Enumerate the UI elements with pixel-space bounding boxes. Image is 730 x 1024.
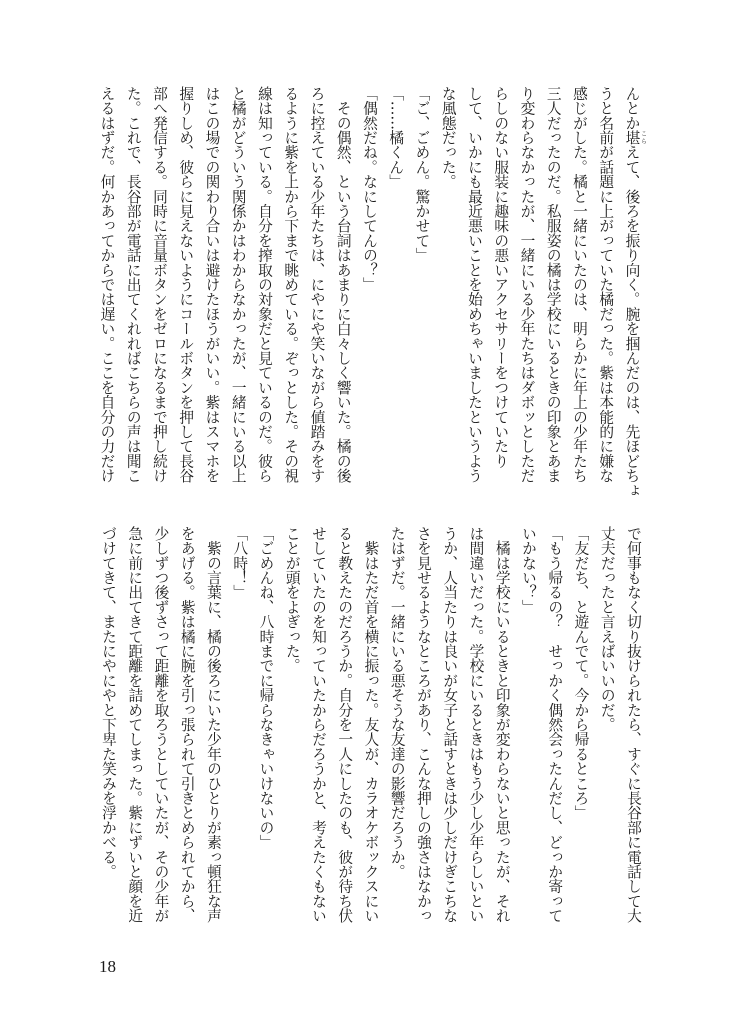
text-column: ことが頭をよぎった。 (283, 526, 301, 673)
page-number: 18 (99, 957, 116, 976)
text-segment: んとか (623, 86, 641, 131)
text-column: 少しずつ後ずさって距離を取ろうとしていたが、その少年が (152, 526, 170, 923)
text-column: 紫はただ首を横に振った。友人が、カラオケボックスにい (362, 526, 380, 923)
text-column: た。これで、長谷部が電話に出てくれればこちらの声は聞こ (124, 86, 142, 483)
ruby-base: 堪 (623, 130, 641, 145)
text-column: な風態だった。 (439, 86, 457, 189)
text-column: 「ごめんね、八時までに帰らなきゃいけないの」 (257, 526, 275, 850)
text-column: り変わらなかったが、一緒にいる少年たちはダボッとしただ (518, 86, 536, 483)
text-column: 部へ発信する。同時に音量ボタンをゼロになるまで押し続け (151, 86, 168, 483)
text-column: らしのない服装に趣味の悪いアクセサリーをつけていたり (492, 86, 510, 469)
text-column: はこの場での関わり合いは避けたほうがいい。紫はスマホを (203, 86, 221, 483)
text-column: 「友だち、と遊んでて。今から帰るところ」 (572, 526, 590, 820)
text-column: 感じがした。橘と一緒にいたのは、明らかに年上の少年たち (571, 86, 588, 483)
lower-text-block (95, 526, 646, 946)
text-column: して、いかにも最近悪いことを始めちゃいましたというよう (466, 86, 483, 483)
text-column: 橘は学校にいるときと印象が変わらないと思ったが、それ (493, 526, 511, 923)
text-column: 「もう帰るの？ せっかく偶然会ったんだし、どっか寄って (546, 526, 564, 923)
text-segment: えて、後ろを振り向く。腕を掴んだのは、先ほどちょ (623, 144, 641, 498)
ruby-word (623, 130, 647, 145)
ruby-reading: こら (639, 130, 647, 145)
text-column: るように紫を上から下まで眺めている。ぞっとした。その視 (282, 86, 300, 483)
text-column: 握りしめ、彼らに見えないようにコールボタンを押して長谷 (177, 86, 195, 483)
text-column: 線は知っている。自分を搾取の対象だと見ているのだ。彼ら (256, 86, 273, 483)
upper-text-block (95, 86, 646, 506)
text-column: たはずだ。一緒にいる悪そうな友達の影響だろうか。 (388, 526, 406, 879)
text-column: いかない？」 (520, 526, 537, 615)
text-column: 「ご、ごめん。驚かせて」 (413, 86, 431, 263)
text-column: 三人だったのだ。私服姿の橘は学校にいるときの印象とあま (544, 86, 562, 483)
text-column: 「偶然だね。なにしてんの？」 (361, 86, 378, 292)
text-column: をあげる。紫は橘に腕を引っ張られて引きとめられてから、 (178, 526, 196, 923)
text-column: せしていたのを知っていたからだろうかと、考えたくもない (310, 526, 327, 923)
text-column: は間違いだった。学校にいるときはもう少し少年らしいとい (467, 526, 485, 923)
text-column: づけてきて、またにやにやと下卑た笑みを浮かべる。 (100, 526, 117, 879)
text-column: ると教えたのだろうか。自分を一人にしたのも、彼が待ち伏 (336, 526, 354, 923)
text-column: うか、人当たりは良いが女子と話すときは少しだけぎこちな (441, 526, 459, 923)
text-column: 「……橘くん」 (387, 86, 405, 189)
text-column: 紫の言葉に、橘の後ろにいた少年のひとりが素っ頓狂な声 (205, 526, 222, 923)
text-column: その偶然、という台詞はあまりに白々しく響いた。橘の後 (334, 86, 352, 483)
text-column: うと名前が話題に上がっていた橘だった。紫は本能的に嫌な (597, 86, 615, 483)
text-column: 丈夫だったと言えばいいのだ。 (598, 526, 616, 732)
text-column: 「八時！」 (231, 526, 249, 600)
text-column: で何事もなく切り抜けられたら、すぐに長谷部に電話して大 (625, 526, 642, 923)
text-column: 急に前に出てきて距離を詰めてしまった。紫にずいと顔を近 (126, 526, 144, 923)
text-column (618, 86, 646, 506)
text-column: ろに控えている少年たちは、にやにや笑いながら値踏みをす (308, 86, 326, 483)
text-column: さを見せるようなところがあり、こんな押しの強さはなかっ (415, 526, 432, 923)
text-column: えるはずだ。何かあってからでは遅い。ここを自分の力だけ (98, 86, 116, 483)
text-column: と橘がどういう関係かはわからなかったが、一緒にいる以上 (229, 86, 247, 483)
